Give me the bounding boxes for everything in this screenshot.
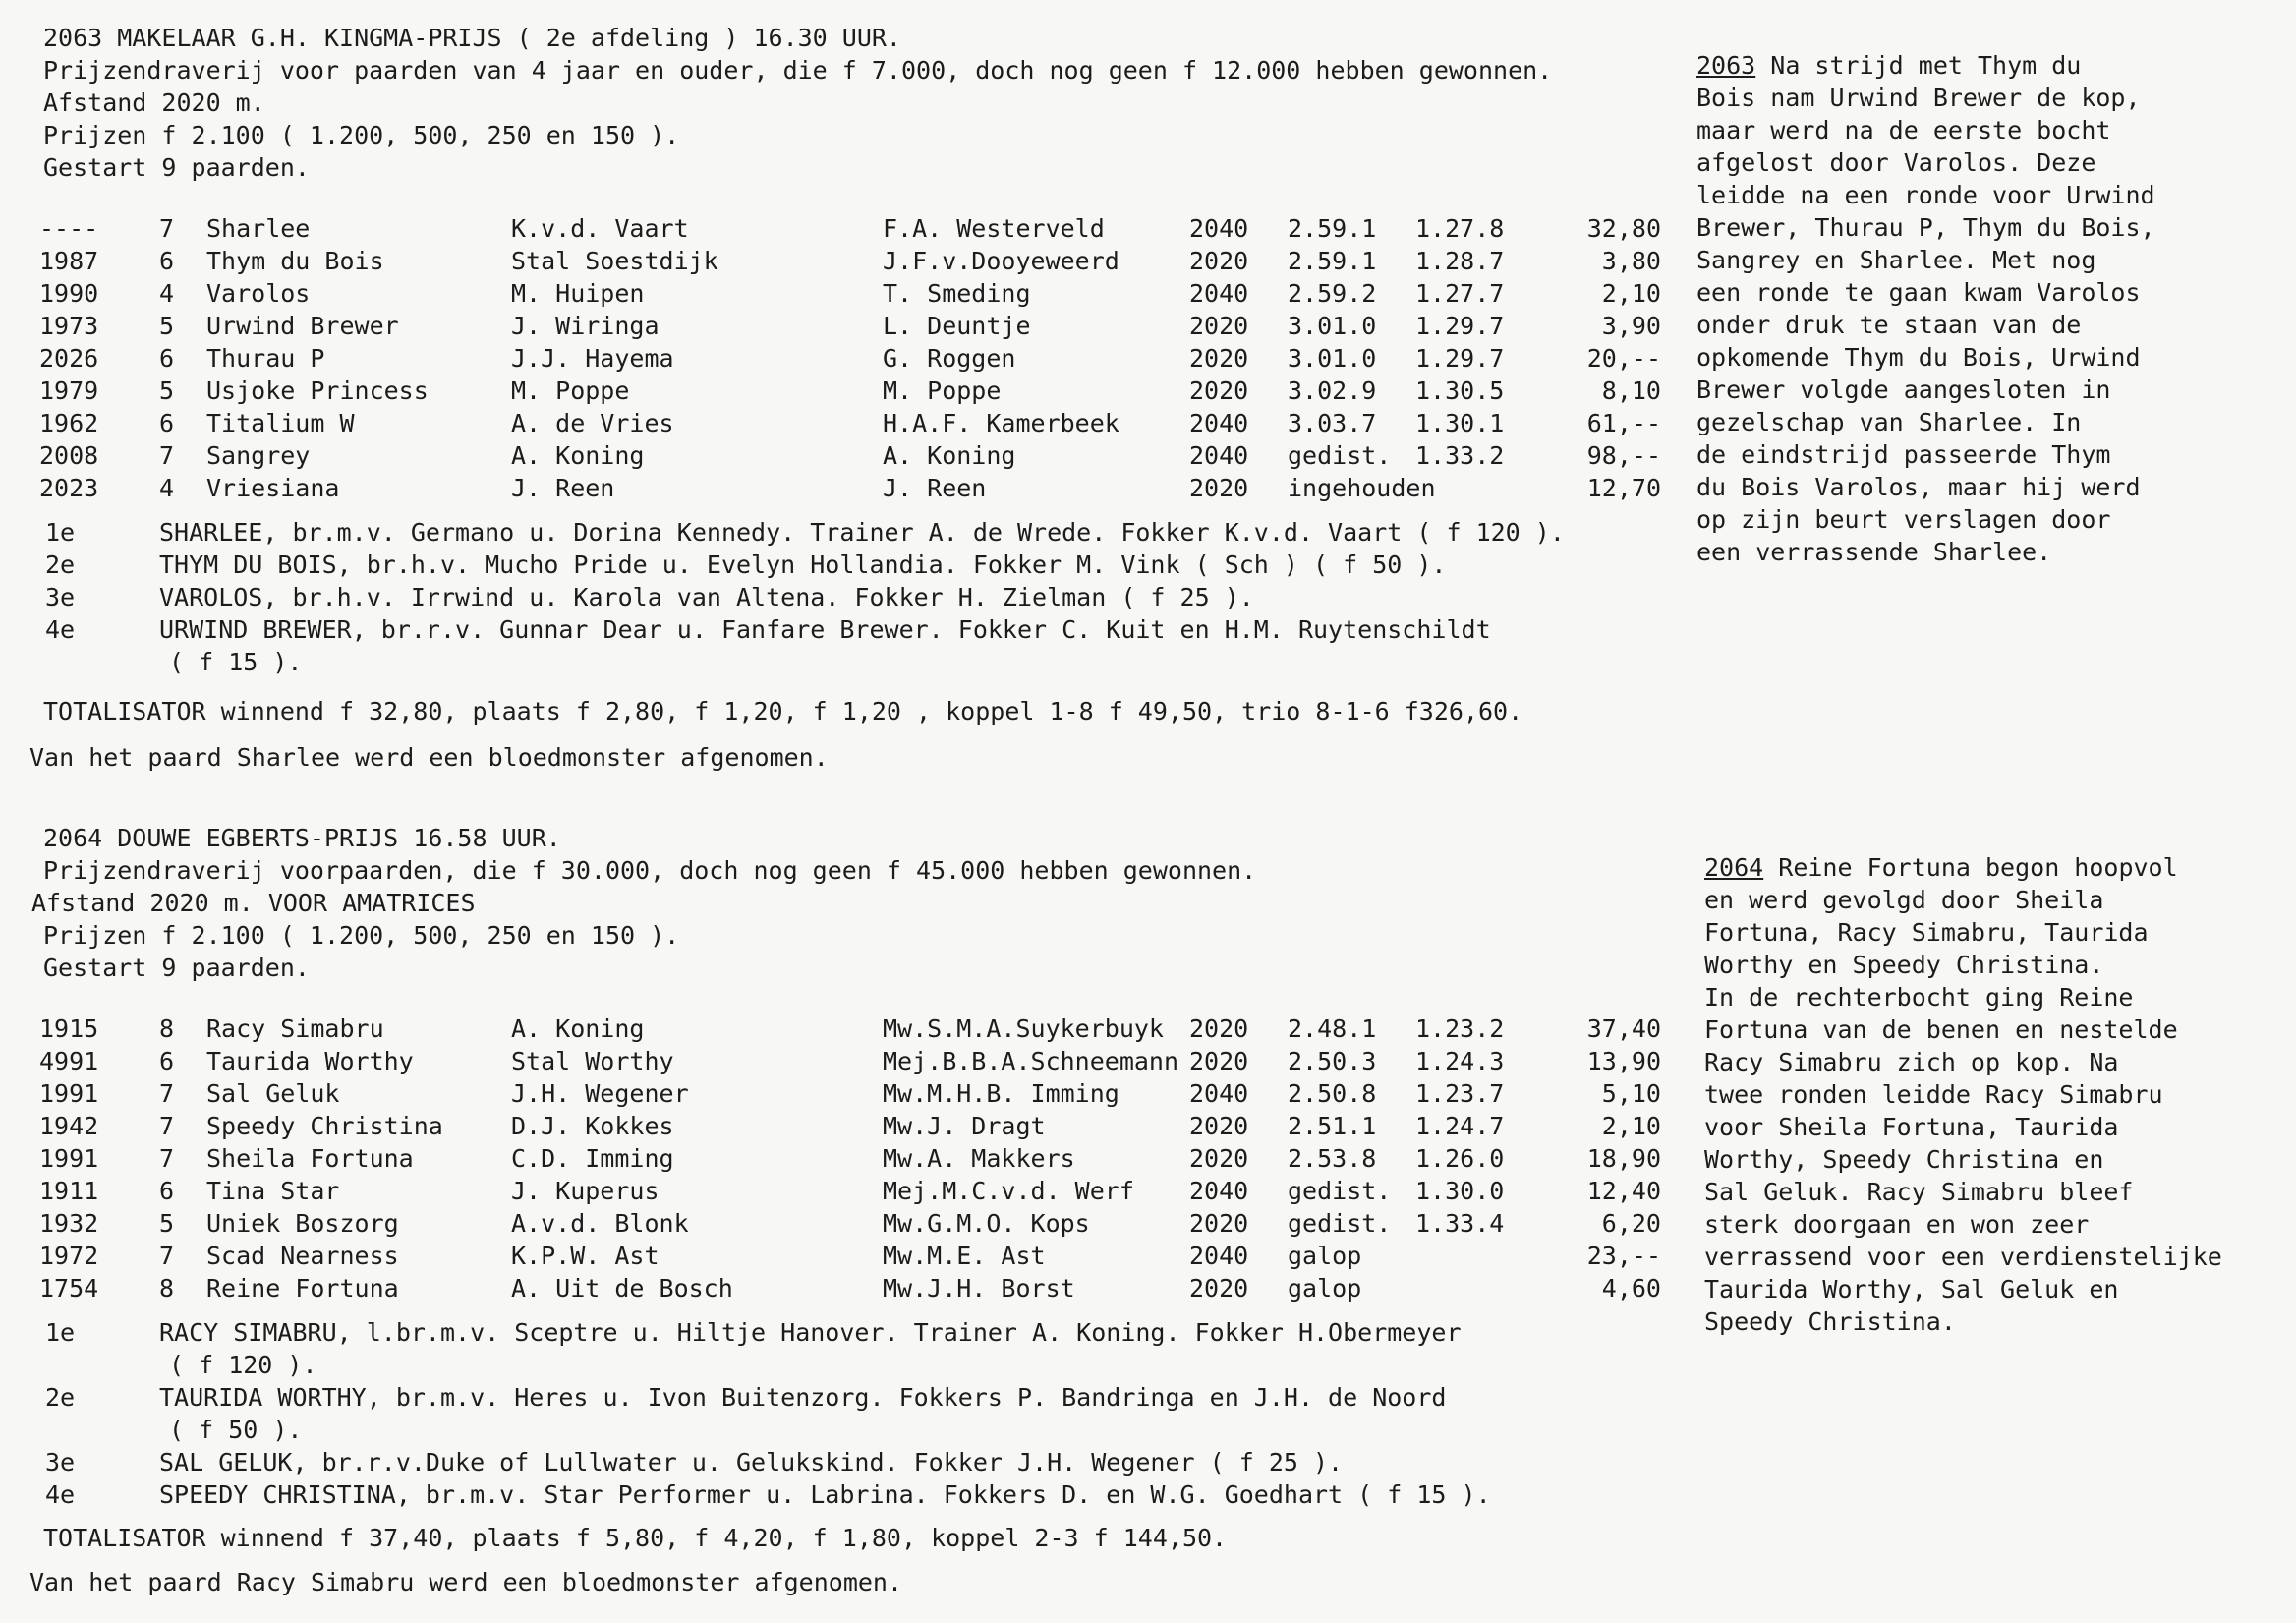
owner: A. de Vries — [511, 409, 674, 437]
report-line: een ronde te gaan kwam Varolos — [1696, 278, 2141, 307]
prev-race: 4991 — [39, 1047, 99, 1075]
driver: F.A. Westerveld — [883, 214, 1105, 243]
horse-name: Sheila Fortuna — [206, 1144, 414, 1173]
distance: 2040 — [1189, 214, 1249, 243]
distance: 2040 — [1189, 1177, 1249, 1205]
report-line: voor Sheila Fortuna, Taurida — [1704, 1113, 2119, 1141]
driver: Mw.G.M.O. Kops — [883, 1209, 1090, 1238]
km-time: 1.33.2 — [1415, 441, 1505, 470]
km-time: 1.23.2 — [1415, 1014, 1505, 1043]
owner: A. Koning — [511, 1014, 645, 1043]
report-line: Reine Fortuna begon hoopvol — [1763, 853, 2178, 882]
totalisator: TOTALISATOR winnend f 37,40, plaats f 5,80, f 4,20, f 1,80, koppel 2-3 f 144,50. — [43, 1524, 1228, 1552]
place-number: 1e — [45, 518, 76, 547]
km-time: 1.29.7 — [1415, 344, 1505, 373]
distance: 2020 — [1189, 1274, 1249, 1303]
race-conditions: Prijzendraverij voorpaarden, die f 30.000, doch nog geen f 45.000 hebben gewonnen. — [43, 856, 1257, 885]
time: ingehouden — [1288, 474, 1436, 502]
race-report-2063 — [1696, 49, 2155, 568]
odds: 18,90 — [1586, 1144, 1661, 1173]
distance: 2020 — [1189, 377, 1249, 405]
age: 5 — [159, 1209, 175, 1238]
prev-race: 1962 — [39, 409, 99, 437]
time: gedist. — [1288, 1209, 1392, 1238]
prev-race: 1932 — [39, 1209, 99, 1238]
owner: D.J. Kokkes — [511, 1112, 674, 1140]
time: 2.53.8 — [1288, 1144, 1377, 1173]
report-line: Fortuna, Racy Simabru, Taurida — [1704, 918, 2149, 947]
report-line: sterk doorgaan en won zeer — [1704, 1210, 2090, 1239]
report-line: Brewer, Thurau P, Thym du Bois, — [1696, 213, 2155, 242]
place-pedigree: SAL GELUK, br.r.v.Duke of Lullwater u. Gelukskind. Fokker J.H. Wegener ( f 25 ). — [159, 1448, 1344, 1477]
driver: G. Roggen — [883, 344, 1016, 373]
place-pedigree: TAURIDA WORTHY, br.m.v. Heres u. Ivon Buitenzorg. Fokkers P. Bandringa en J.H. de Noord — [159, 1383, 1447, 1412]
km-time: 1.23.7 — [1415, 1079, 1505, 1108]
prev-race: 1754 — [39, 1274, 99, 1303]
place-number: 2e — [45, 1383, 76, 1412]
report-line: de eindstrijd passeerde Thym — [1696, 440, 2111, 469]
owner: J. Wiringa — [511, 312, 660, 340]
time: galop — [1288, 1242, 1362, 1270]
odds: 2,10 — [1601, 1112, 1661, 1140]
prev-race: 2023 — [39, 474, 99, 502]
age: 8 — [159, 1014, 175, 1043]
time: 2.59.1 — [1288, 214, 1377, 243]
blood-sample-note: Van het paard Racy Simabru werd een bloedmonster afgenomen. — [29, 1568, 903, 1596]
odds: 32,80 — [1586, 214, 1661, 243]
odds: 2,10 — [1601, 279, 1661, 308]
race-starters: Gestart 9 paarden. — [43, 954, 310, 982]
driver: M. Poppe — [883, 377, 1002, 405]
odds: 3,90 — [1601, 312, 1661, 340]
prev-race: ---- — [39, 214, 99, 243]
horse-name: Thym du Bois — [206, 247, 384, 275]
horse-name: Reine Fortuna — [206, 1274, 399, 1303]
report-line: du Bois Varolos, maar hij werd — [1696, 473, 2141, 501]
km-time: 1.30.5 — [1415, 377, 1505, 405]
place-number: 2e — [45, 551, 76, 579]
driver: L. Deuntje — [883, 312, 1031, 340]
horse-name: Sangrey — [206, 441, 311, 470]
prev-race: 1942 — [39, 1112, 99, 1140]
place-pedigree: SHARLEE, br.m.v. Germano u. Dorina Kennedy. Trainer A. de Wrede. Fokker K.v.d. Vaart ( f 120 ). — [159, 518, 1565, 547]
prev-race: 1991 — [39, 1144, 99, 1173]
distance: 2020 — [1189, 247, 1249, 275]
report-line: In de rechterbocht ging Reine — [1704, 983, 2134, 1012]
km-time: 1.27.8 — [1415, 214, 1505, 243]
driver: Mw.S.M.A.Suykerbuyk — [883, 1014, 1164, 1043]
prev-race: 1972 — [39, 1242, 99, 1270]
owner: M. Poppe — [511, 377, 630, 405]
horse-name: Varolos — [206, 279, 311, 308]
race-distance: Afstand 2020 m. — [43, 88, 265, 117]
odds: 4,60 — [1601, 1274, 1661, 1303]
distance: 2020 — [1189, 1014, 1249, 1043]
odds: 3,80 — [1601, 247, 1661, 275]
driver: Mw.M.E. Ast — [883, 1242, 1046, 1270]
report-line: Na strijd met Thym du — [1755, 51, 2082, 80]
place-pedigree: RACY SIMABRU, l.br.m.v. Sceptre u. Hiltje Hanover. Trainer A. Koning. Fokker H.Obermeyer — [159, 1318, 1462, 1347]
placing-row — [0, 1446, 2296, 1478]
horse-name: Racy Simabru — [206, 1014, 384, 1043]
age: 7 — [159, 1144, 175, 1173]
distance: 2020 — [1189, 312, 1249, 340]
prev-race: 1973 — [39, 312, 99, 340]
place-number: 1e — [45, 1318, 76, 1347]
race-prizes: Prijzen f 2.100 ( 1.200, 500, 250 en 150 ). — [43, 121, 680, 149]
distance: 2020 — [1189, 1112, 1249, 1140]
horse-name: Taurida Worthy — [206, 1047, 414, 1075]
place-pedigree: URWIND BREWER, br.r.v. Gunnar Dear u. Fanfare Brewer. Fokker C. Kuit en H.M. Ruytenschildt — [159, 615, 1491, 644]
prev-race: 1911 — [39, 1177, 99, 1205]
totalisator: TOTALISATOR winnend f 32,80, plaats f 2,80, f 1,20, f 1,20 , koppel 1-8 f 49,50, trio 8-1-6 f326,60. — [43, 697, 1523, 725]
odds: 37,40 — [1586, 1014, 1661, 1043]
prev-race: 1915 — [39, 1014, 99, 1043]
race-report-2064 — [1704, 851, 2222, 1338]
place-pedigree: SPEEDY CHRISTINA, br.m.v. Star Performer u. Labrina. Fokkers D. en W.G. Goedhart ( f 15 ). — [159, 1480, 1491, 1509]
place-number: 3e — [45, 1448, 76, 1477]
report-line: verrassend voor een verdienstelijke — [1704, 1243, 2222, 1271]
report-line: Racy Simabru zich op kop. Na — [1704, 1048, 2119, 1076]
horse-name: Speedy Christina — [206, 1112, 443, 1140]
age: 7 — [159, 1112, 175, 1140]
report-line: op zijn beurt verslagen door — [1696, 505, 2111, 534]
prev-race: 1991 — [39, 1079, 99, 1108]
distance: 2040 — [1189, 441, 1249, 470]
race-conditions: Prijzendraverij voor paarden van 4 jaar en ouder, die f 7.000, doch nog geen f 12.000 hebben gewonnen. — [43, 56, 1553, 85]
prev-race: 1979 — [39, 377, 99, 405]
km-time: 1.28.7 — [1415, 247, 1505, 275]
age: 6 — [159, 247, 175, 275]
driver: Mej.B.B.A.Schneemann — [883, 1047, 1179, 1075]
distance: 2040 — [1189, 279, 1249, 308]
owner: Stal Soestdijk — [511, 247, 718, 275]
driver: Mw.M.H.B. Imming — [883, 1079, 1119, 1108]
prev-race: 1990 — [39, 279, 99, 308]
report-line: Sal Geluk. Racy Simabru bleef — [1704, 1178, 2134, 1206]
age: 4 — [159, 474, 175, 502]
age: 8 — [159, 1274, 175, 1303]
horse-name: Usjoke Princess — [206, 377, 429, 405]
age: 7 — [159, 441, 175, 470]
odds: 13,90 — [1586, 1047, 1661, 1075]
km-time: 1.24.3 — [1415, 1047, 1505, 1075]
owner: M. Huipen — [511, 279, 645, 308]
odds: 6,20 — [1601, 1209, 1661, 1238]
distance: 2020 — [1189, 344, 1249, 373]
time: 3.01.0 — [1288, 312, 1377, 340]
report-line: opkomende Thym du Bois, Urwind — [1696, 343, 2141, 372]
report-line: Speedy Christina. — [1704, 1307, 1956, 1336]
age: 6 — [159, 409, 175, 437]
km-time: 1.27.7 — [1415, 279, 1505, 308]
odds: 8,10 — [1601, 377, 1661, 405]
owner: A.v.d. Blonk — [511, 1209, 689, 1238]
time: 2.50.3 — [1288, 1047, 1377, 1075]
horse-name: Urwind Brewer — [206, 312, 399, 340]
driver: Mw.J. Dragt — [883, 1112, 1046, 1140]
distance: 2040 — [1189, 1079, 1249, 1108]
place-pedigree: VAROLOS, br.h.v. Irrwind u. Karola van Altena. Fokker H. Zielman ( f 25 ). — [159, 583, 1254, 611]
distance: 2020 — [1189, 1209, 1249, 1238]
driver: H.A.F. Kamerbeek — [883, 409, 1119, 437]
report-line: afgelost door Varolos. Deze — [1696, 148, 2096, 177]
report-line: Worthy en Speedy Christina. — [1704, 951, 2104, 979]
horse-name: Sal Geluk — [206, 1079, 340, 1108]
report-line: twee ronden leidde Racy Simabru — [1704, 1080, 2163, 1109]
report-race-number: 2063 — [1696, 51, 1756, 80]
odds: 12,40 — [1586, 1177, 1661, 1205]
age: 4 — [159, 279, 175, 308]
time: galop — [1288, 1274, 1362, 1303]
time: 3.01.0 — [1288, 344, 1377, 373]
time: 2.50.8 — [1288, 1079, 1377, 1108]
report-line: Worthy, Speedy Christina en — [1704, 1145, 2104, 1174]
place-prize: ( f 50 ). — [169, 1416, 303, 1444]
driver: A. Koning — [883, 441, 1016, 470]
horse-name: Scad Nearness — [206, 1242, 399, 1270]
report-line: en werd gevolgd door Sheila — [1704, 886, 2104, 914]
odds: 98,-- — [1586, 441, 1661, 470]
time: 3.03.7 — [1288, 409, 1377, 437]
age: 7 — [159, 1079, 175, 1108]
report-race-number: 2064 — [1704, 853, 1764, 882]
report-line: een verrassende Sharlee. — [1696, 538, 2052, 566]
time: 2.48.1 — [1288, 1014, 1377, 1043]
race-prizes: Prijzen f 2.100 ( 1.200, 500, 250 en 150 ). — [43, 921, 680, 950]
horse-name: Titalium W — [206, 409, 355, 437]
time: gedist. — [1288, 441, 1392, 470]
time: 2.51.1 — [1288, 1112, 1377, 1140]
placings — [0, 1316, 2296, 1511]
age: 5 — [159, 377, 175, 405]
km-time: 1.33.4 — [1415, 1209, 1505, 1238]
placing-row — [0, 1381, 2296, 1446]
report-line: leidde na een ronde voor Urwind — [1696, 181, 2155, 209]
driver: T. Smeding — [883, 279, 1031, 308]
place-number: 4e — [45, 615, 76, 644]
odds: 20,-- — [1586, 344, 1661, 373]
report-line: onder druk te staan van de — [1696, 311, 2082, 339]
odds: 12,70 — [1586, 474, 1661, 502]
owner: J. Reen — [511, 474, 615, 502]
placing-row — [0, 613, 2296, 678]
distance: 2040 — [1189, 1242, 1249, 1270]
report-line: Brewer volgde aangesloten in — [1696, 376, 2111, 404]
place-number: 3e — [45, 583, 76, 611]
age: 5 — [159, 312, 175, 340]
distance: 2020 — [1189, 1047, 1249, 1075]
report-line: maar werd na de eerste bocht — [1696, 116, 2111, 145]
age: 7 — [159, 1242, 175, 1270]
driver: J.F.v.Dooyeweerd — [883, 247, 1119, 275]
distance: 2020 — [1189, 1144, 1249, 1173]
race-distance: Afstand 2020 m. VOOR AMATRICES — [31, 889, 476, 917]
placing-row — [0, 1478, 2296, 1511]
owner: A. Uit de Bosch — [511, 1274, 733, 1303]
km-time: 1.29.7 — [1415, 312, 1505, 340]
driver: J. Reen — [883, 474, 987, 502]
distance: 2040 — [1189, 409, 1249, 437]
age: 6 — [159, 1177, 175, 1205]
km-time: 1.30.0 — [1415, 1177, 1505, 1205]
place-number: 4e — [45, 1480, 76, 1509]
owner: J.J. Hayema — [511, 344, 674, 373]
horse-name: Vriesiana — [206, 474, 340, 502]
horse-name: Sharlee — [206, 214, 311, 243]
age: 7 — [159, 214, 175, 243]
place-prize: ( f 120 ). — [169, 1351, 317, 1379]
race-title: 2064 DOUWE EGBERTS-PRIJS 16.58 UUR. — [43, 824, 561, 852]
distance: 2020 — [1189, 474, 1249, 502]
prev-race: 2008 — [39, 441, 99, 470]
report-line: Taurida Worthy, Sal Geluk en — [1704, 1275, 2119, 1304]
horse-name: Thurau P — [206, 344, 325, 373]
owner: K.P.W. Ast — [511, 1242, 660, 1270]
place-pedigree: THYM DU BOIS, br.h.v. Mucho Pride u. Evelyn Hollandia. Fokker M. Vink ( Sch ) ( f 50 ). — [159, 551, 1447, 579]
driver: Mej.M.C.v.d. Werf — [883, 1177, 1134, 1205]
owner: A. Koning — [511, 441, 645, 470]
prev-race: 2026 — [39, 344, 99, 373]
placing-row — [0, 581, 2296, 613]
prev-race: 1987 — [39, 247, 99, 275]
owner: J.H. Wegener — [511, 1079, 689, 1108]
horse-name: Uniek Boszorg — [206, 1209, 399, 1238]
race-starters: Gestart 9 paarden. — [43, 153, 310, 182]
age: 6 — [159, 1047, 175, 1075]
race-title: 2063 MAKELAAR G.H. KINGMA-PRIJS ( 2e afdeling ) 16.30 UUR. — [43, 24, 901, 52]
odds: 23,-- — [1586, 1242, 1661, 1270]
report-line: gezelschap van Sharlee. In — [1696, 408, 2082, 436]
km-time: 1.26.0 — [1415, 1144, 1505, 1173]
odds: 61,-- — [1586, 409, 1661, 437]
time: 2.59.2 — [1288, 279, 1377, 308]
place-prize: ( f 15 ). — [169, 648, 303, 676]
time: 3.02.9 — [1288, 377, 1377, 405]
odds: 5,10 — [1601, 1079, 1661, 1108]
owner: K.v.d. Vaart — [511, 214, 689, 243]
blood-sample-note: Van het paard Sharlee werd een bloedmonster afgenomen. — [29, 743, 829, 772]
time: gedist. — [1288, 1177, 1392, 1205]
report-line: Fortuna van de benen en nestelde — [1704, 1015, 2178, 1044]
owner: C.D. Imming — [511, 1144, 674, 1173]
horse-name: Tina Star — [206, 1177, 340, 1205]
report-line: Sangrey en Sharlee. Met nog — [1696, 246, 2096, 274]
driver: Mw.J.H. Borst — [883, 1274, 1075, 1303]
km-time: 1.24.7 — [1415, 1112, 1505, 1140]
report-line: Bois nam Urwind Brewer de kop, — [1696, 84, 2141, 112]
owner: Stal Worthy — [511, 1047, 674, 1075]
owner: J. Kuperus — [511, 1177, 660, 1205]
age: 6 — [159, 344, 175, 373]
km-time: 1.30.1 — [1415, 409, 1505, 437]
time: 2.59.1 — [1288, 247, 1377, 275]
driver: Mw.A. Makkers — [883, 1144, 1075, 1173]
